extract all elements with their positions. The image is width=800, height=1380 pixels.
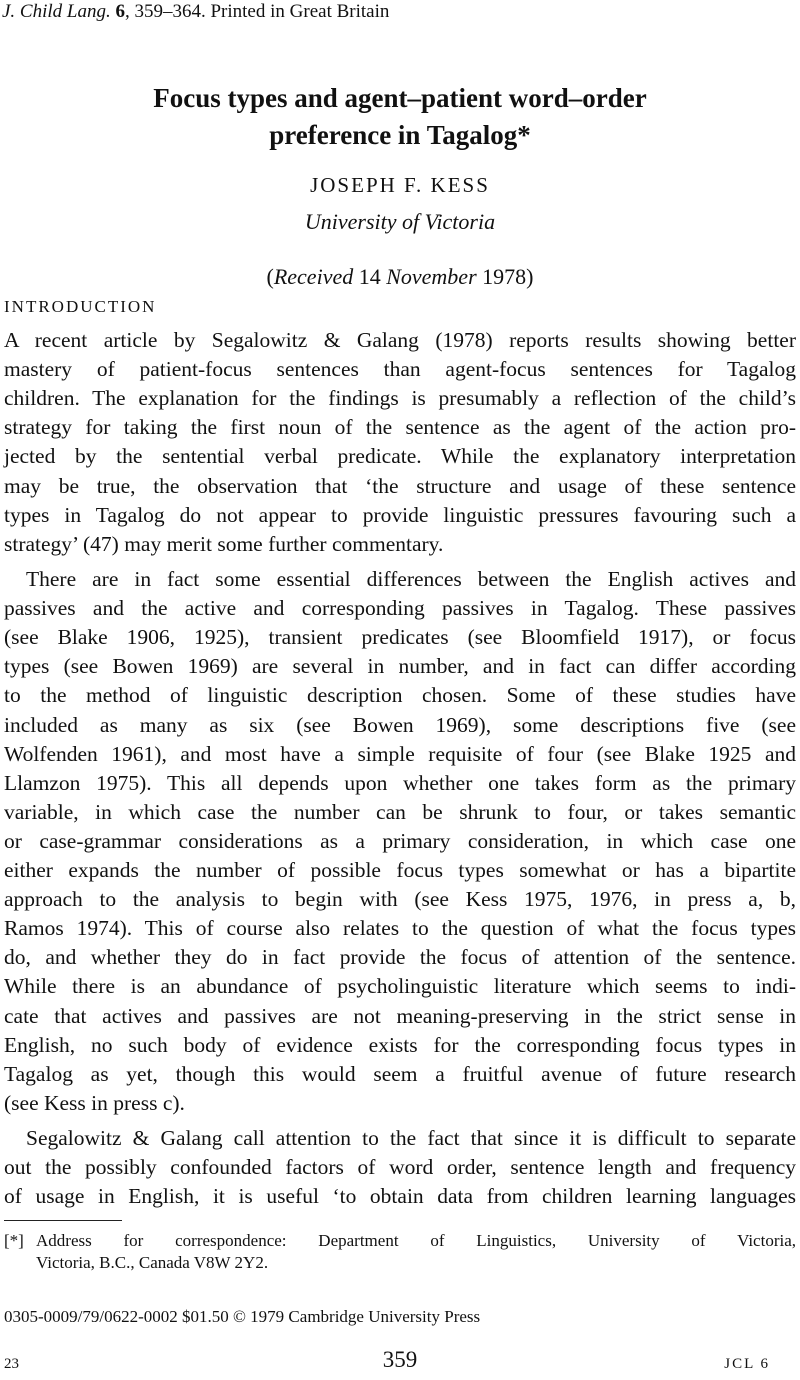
received-month: November xyxy=(386,264,477,289)
body-line: A recent article by Segalowitz & Galang (1978) reports results showing better xyxy=(4,328,796,352)
body-line: included as many as six (see Bowen 1969), some descriptions five (see xyxy=(4,712,796,737)
body-line: mastery of patient-focus sentences than agent-focus sentences for Tagalog xyxy=(4,357,796,382)
body-line: of usage in English, it is useful ‘to obtain data from children learning languages xyxy=(4,1184,796,1209)
article-title xyxy=(0,80,800,154)
body-line: English, no such body of evidence exists for the corresponding focus types in xyxy=(4,1032,796,1057)
received-day: 14 xyxy=(353,264,387,289)
body-line: children. The explanation for the findings is presumably a reflection of the child’s xyxy=(4,386,796,411)
author-name: JOSEPH F. KESS xyxy=(310,173,490,197)
page-number: 359 xyxy=(382,1347,418,1372)
footnote-line: Address for correspondence: Department of Linguistics, University of Victoria, xyxy=(36,1231,796,1250)
copyright-line: 0305-0009/79/0622-0002 $01.50 © 1979 Cambridge University Press xyxy=(4,1307,481,1326)
footnote-marker: [*] xyxy=(4,1231,24,1250)
body-line: approach to the analysis to begin with (see Kess 1975, 1976, in press a, b, xyxy=(4,887,796,912)
journal-volume: 6 xyxy=(115,1,125,22)
body-line: strategy for taking the first noun of the sentence as the agent of the action pro- xyxy=(4,415,796,440)
section-heading: INTRODUCTION xyxy=(4,297,157,316)
received-year: 1978) xyxy=(476,264,534,289)
body-line: or case-grammar considerations as a primary consideration, in which case one xyxy=(4,828,796,853)
footer-left: 23 xyxy=(4,1356,19,1372)
footnote-rule xyxy=(4,1220,122,1221)
body-line: types (see Bowen 1969) are several in number, and in fact can differ according xyxy=(4,654,796,679)
body-line: strategy’ (47) may merit some further commentary. xyxy=(4,531,444,556)
body-line: do, and whether they do in fact provide the focus of attention of the sentence. xyxy=(4,945,796,970)
footnote-line: Victoria, B.C., Canada V8W 2Y2. xyxy=(36,1253,269,1272)
body-line: either expands the number of possible focus types somewhat or has a bipartite xyxy=(4,858,796,882)
body-line: There are in fact some essential differences between the English actives and xyxy=(26,567,796,591)
body-line: Tagalog as yet, though this would seem a fruitful avenue of future research xyxy=(4,1061,796,1086)
body-line: While there is an abundance of psycholinguistic literature which seems to indi- xyxy=(4,974,796,999)
body-line: cate that actives and passives are not meaning-preserving in the strict sense in xyxy=(4,1003,796,1028)
footer-right: JCL 6 xyxy=(724,1356,770,1372)
body-line: jected by the sentential verbal predicate. While the explanatory interpretation xyxy=(4,444,796,469)
body-line: Wolfenden 1961), and most have a simple requisite of four (see Blake 1925 and xyxy=(4,741,796,766)
author-affiliation: University of Victoria xyxy=(304,209,496,234)
body-line: to the method of linguistic description chosen. Some of these studies have xyxy=(4,683,796,708)
body-line: Llamzon 1975). This all depends upon whether one takes form as the primary xyxy=(4,770,796,795)
body-line: (see Blake 1906, 1925), transient predicates (see Bloomfield 1917), or focus xyxy=(4,625,796,650)
body-line: may be true, the observation that ‘the structure and usage of these sentence xyxy=(4,473,796,498)
body-line: Segalowitz & Galang call attention to the fact that since it is difficult to separate xyxy=(26,1126,796,1150)
received-date xyxy=(0,263,800,291)
journal-name: J. Child Lang. xyxy=(2,1,111,22)
body-line: types in Tagalog do not appear to provide linguistic pressures favouring such a xyxy=(4,502,796,527)
title-line: preference in Tagalog* xyxy=(269,120,531,150)
body-line: variable, in which case the number can be shrunk to four, or takes semantic xyxy=(4,799,796,824)
body-line: (see Kess in press c). xyxy=(4,1090,185,1115)
received-word: Received xyxy=(273,264,354,289)
received-open: ( xyxy=(266,264,274,289)
body-line: Ramos 1974). This of course also relates to the question of what the focus types xyxy=(4,916,796,941)
journal-citation xyxy=(2,0,389,24)
journal-pages: , 359–364. Printed in Great Britain xyxy=(124,1,390,22)
title-line: Focus types and agent–patient word–order xyxy=(153,83,647,113)
body-line: passives and the active and corresponding passives in Tagalog. These passives xyxy=(4,596,796,621)
body-line: out the possibly confounded factors of word order, sentence length and frequency xyxy=(4,1155,796,1180)
